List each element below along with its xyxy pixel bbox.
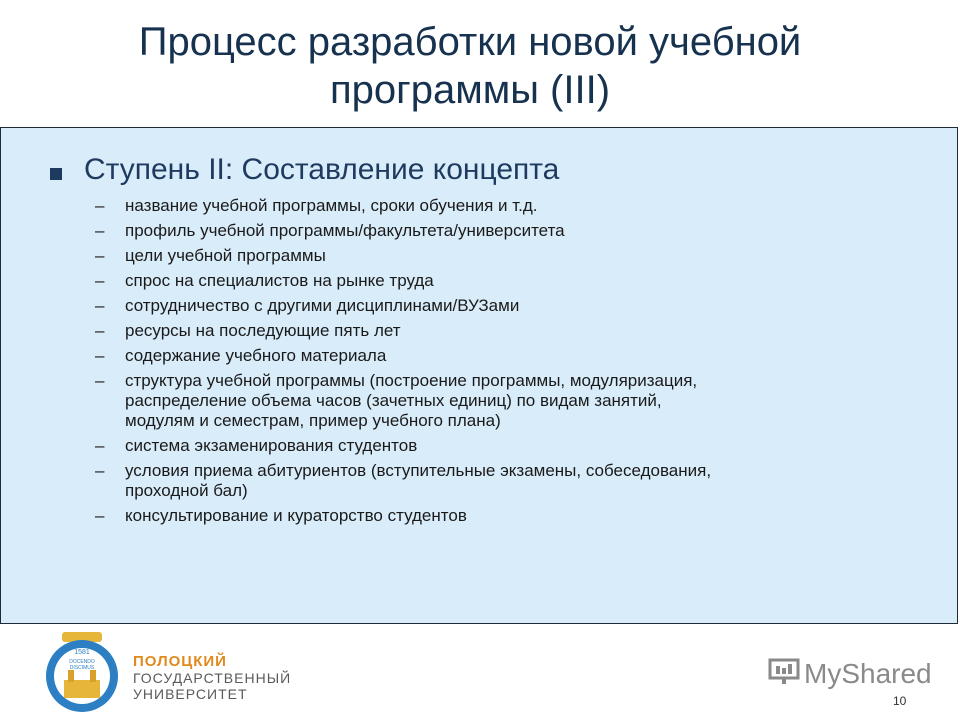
university-name-line-2: ГОСУДАРСТВЕННЫЙ — [133, 670, 292, 686]
presentation-icon — [768, 656, 800, 686]
logo-motto-2: DISCIMUS — [69, 665, 95, 671]
list-item-text: содержание учебного материала — [125, 346, 387, 365]
list-item — [95, 321, 935, 341]
bar-icon — [782, 668, 786, 674]
dash-marker: – — [95, 346, 105, 365]
university-logo — [40, 630, 124, 714]
university-emblem-icon — [40, 630, 124, 714]
university-name — [133, 654, 291, 702]
dash-marker: – — [95, 196, 105, 215]
list-item — [95, 221, 935, 241]
list-item — [95, 196, 935, 216]
dash-marker: – — [95, 246, 105, 265]
dash-marker: – — [95, 371, 105, 390]
logo-year: 1581 — [74, 649, 90, 656]
list-item-text: ресурсы на последующие пять лет — [125, 321, 401, 340]
dash-marker: – — [95, 506, 105, 525]
list-item-text: система экзаменирования студентов — [125, 436, 418, 455]
slide-title-line-2: программы (III) — [329, 68, 611, 112]
list-item — [95, 246, 935, 266]
university-name-line-1: ПОЛОЦКИЙ — [133, 653, 227, 670]
dash-marker: – — [95, 436, 105, 455]
list-item-text: сотрудничество с другими дисциплинами/ВУЗами — [125, 296, 520, 315]
list-item-text: структура учебной программы (построение программы, модуляризация, распределение объема часов (зачетных единиц) по видам занятий, модулям и семестрам, пример учебного плана) — [125, 371, 698, 430]
bar-icon — [776, 666, 780, 674]
list-item — [95, 371, 935, 431]
list-item-text: профиль учебной программы/факультета/университета — [125, 221, 565, 240]
list-item-text: название учебной программы, сроки обучения и т.д. — [125, 196, 538, 215]
list-item-text: цели учебной программы — [125, 246, 326, 265]
bar-icon — [788, 664, 792, 674]
list-item — [95, 461, 935, 501]
square-bullet-icon — [50, 168, 62, 180]
dash-marker: – — [95, 461, 105, 480]
main-bullet-text: Ступень II: Составление концепта — [84, 153, 560, 186]
university-name-line-3: УНИВЕРСИТЕТ — [133, 686, 248, 702]
list-item — [95, 271, 935, 291]
dash-marker: – — [95, 296, 105, 315]
slide-title — [0, 18, 940, 114]
list-item-text: спрос на специалистов на рынке труда — [125, 271, 434, 290]
list-item-text: консультирование и кураторство студентов — [125, 506, 467, 525]
sub-bullet-list — [95, 196, 935, 531]
list-item — [95, 436, 935, 456]
dash-marker: – — [95, 321, 105, 340]
list-item-text: условия приема абитуриентов (вступительные экзамены, собеседования, проходной бал) — [125, 461, 712, 500]
tower-right-icon — [90, 670, 96, 682]
tower-left-icon — [68, 670, 74, 682]
list-item — [95, 346, 935, 366]
cathedral-icon — [64, 680, 100, 698]
stand-icon — [782, 678, 786, 684]
slide-title-line-1: Процесс разработки новой учебной — [138, 20, 802, 64]
dash-marker: – — [95, 271, 105, 290]
list-item — [95, 296, 935, 316]
logo-motto-1: DOCENDO — [69, 659, 95, 665]
watermark-text: MyShared — [804, 658, 932, 689]
myshared-watermark — [768, 656, 932, 692]
dash-marker: – — [95, 221, 105, 240]
page-number: 10 — [893, 694, 907, 708]
list-item — [95, 506, 935, 526]
